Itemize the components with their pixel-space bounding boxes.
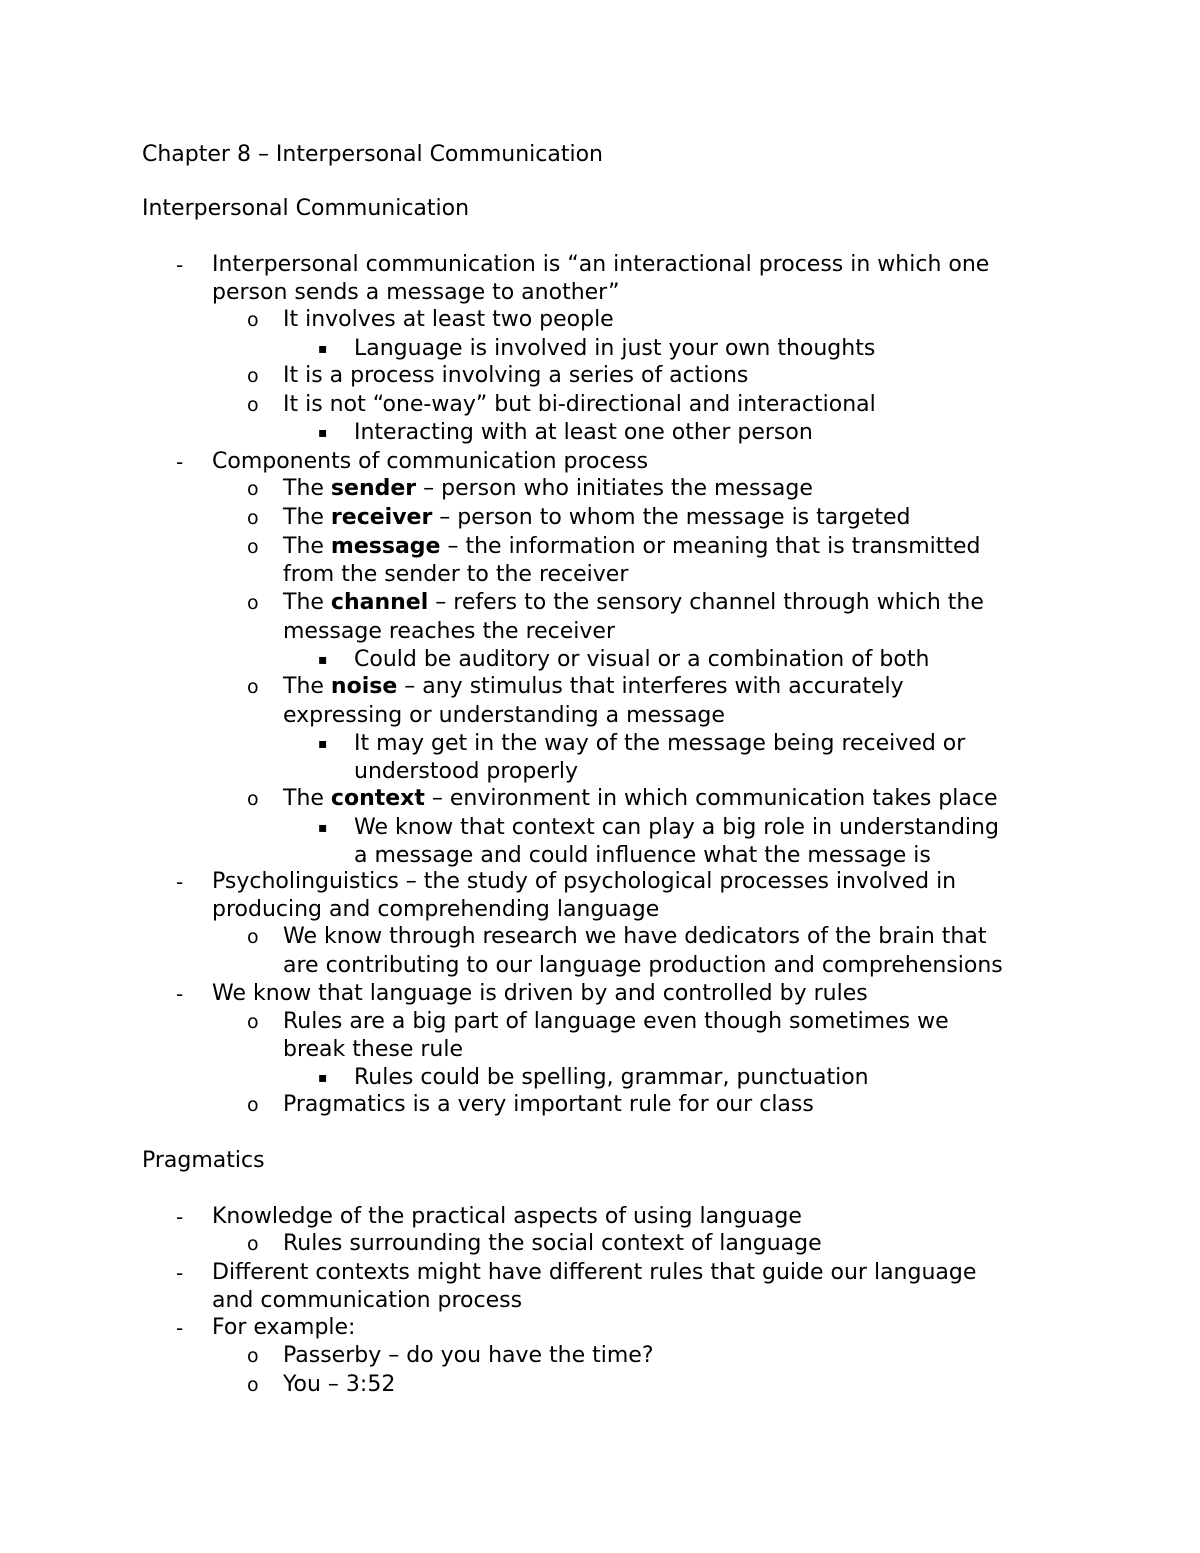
page-title: Chapter 8 – Interpersonal Communication: [142, 142, 603, 167]
sub-bullet-text: break these rule: [283, 1037, 464, 1062]
sub-sub-bullet-text: Rules could be spelling, grammar, punctuation: [354, 1065, 869, 1090]
sub-bullet-text: It is not “one-way” but bi-directional and interactional: [283, 392, 876, 417]
circle-bullet-icon: o: [247, 394, 259, 416]
sub-sub-bullet-text: We know that context can play a big role in understanding: [354, 815, 999, 840]
sub-bullet-text: Rules surrounding the social context of language: [283, 1231, 822, 1256]
sub-bullet-text: It involves at least two people: [283, 307, 614, 332]
circle-bullet-icon: o: [247, 1011, 259, 1033]
component-receiver: The receiver – person to whom the message is targeted: [283, 505, 911, 530]
sub-bullet-text: are contributing to our language production and comprehensions: [283, 953, 1003, 978]
square-bullet-icon: ▪: [318, 820, 328, 836]
component-noise: The noise – any stimulus that interferes with accurately: [283, 674, 904, 699]
component-context: The context – environment in which communication takes place: [283, 786, 998, 811]
dash-bullet-icon: -: [176, 1316, 184, 1340]
bullet-text: Psycholinguistics – the study of psychological processes involved in: [212, 869, 957, 894]
square-bullet-icon: ▪: [318, 425, 328, 441]
dash-bullet-icon: -: [176, 870, 184, 894]
bullet-text: person sends a message to another”: [212, 280, 620, 305]
square-bullet-icon: ▪: [318, 736, 328, 752]
sub-bullet-text: Passerby – do you have the time?: [283, 1343, 654, 1368]
bullet-text: and communication process: [212, 1288, 523, 1313]
bullet-text: Interpersonal communication is “an interactional process in which one: [212, 252, 990, 277]
circle-bullet-icon: o: [247, 676, 259, 698]
bullet-text: Different contexts might have different rules that guide our language: [212, 1260, 977, 1285]
square-bullet-icon: ▪: [318, 1070, 328, 1086]
circle-bullet-icon: o: [247, 507, 259, 529]
circle-bullet-icon: o: [247, 1233, 259, 1255]
sub-bullet-text: You – 3:52: [283, 1372, 396, 1397]
section-heading-interpersonal: Interpersonal Communication: [142, 196, 470, 221]
sub-bullet-text: It is a process involving a series of actions: [283, 363, 749, 388]
section-heading-pragmatics: Pragmatics: [142, 1148, 265, 1173]
sub-bullet-text: message reaches the receiver: [283, 619, 616, 644]
component-message: The message – the information or meaning that is transmitted: [283, 534, 981, 559]
sub-bullet-text: Pragmatics is a very important rule for our class: [283, 1092, 814, 1117]
bullet-text: Knowledge of the practical aspects of using language: [212, 1204, 802, 1229]
circle-bullet-icon: o: [247, 592, 259, 614]
circle-bullet-icon: o: [247, 536, 259, 558]
bullet-text: We know that language is driven by and controlled by rules: [212, 981, 868, 1006]
circle-bullet-icon: o: [247, 309, 259, 331]
circle-bullet-icon: o: [247, 926, 259, 948]
dash-bullet-icon: -: [176, 1261, 184, 1285]
component-channel: The channel – refers to the sensory channel through which the: [283, 590, 984, 615]
component-sender: The sender – person who initiates the message: [283, 476, 813, 501]
sub-sub-bullet-text: understood properly: [354, 759, 579, 784]
bullet-text: For example:: [212, 1315, 356, 1340]
bullet-text: producing and comprehending language: [212, 897, 660, 922]
sub-sub-bullet-text: Language is involved in just your own thoughts: [354, 336, 876, 361]
circle-bullet-icon: o: [247, 1094, 259, 1116]
sub-sub-bullet-text: a message and could influence what the message is: [354, 843, 931, 868]
dash-bullet-icon: -: [176, 253, 184, 277]
sub-sub-bullet-text: Interacting with at least one other person: [354, 420, 813, 445]
circle-bullet-icon: o: [247, 788, 259, 810]
dash-bullet-icon: -: [176, 1205, 184, 1229]
circle-bullet-icon: o: [247, 1374, 259, 1396]
sub-bullet-text: expressing or understanding a message: [283, 703, 725, 728]
sub-bullet-text: Rules are a big part of language even though sometimes we: [283, 1009, 949, 1034]
square-bullet-icon: ▪: [318, 652, 328, 668]
circle-bullet-icon: o: [247, 478, 259, 500]
circle-bullet-icon: o: [247, 365, 259, 387]
bullet-text: Components of communication process: [212, 449, 649, 474]
sub-sub-bullet-text: Could be auditory or visual or a combination of both: [354, 647, 930, 672]
dash-bullet-icon: -: [176, 450, 184, 474]
sub-bullet-text: from the sender to the receiver: [283, 562, 629, 587]
sub-sub-bullet-text: It may get in the way of the message being received or: [354, 731, 966, 756]
dash-bullet-icon: -: [176, 982, 184, 1006]
sub-bullet-text: We know through research we have dedicators of the brain that: [283, 924, 987, 949]
square-bullet-icon: ▪: [318, 341, 328, 357]
circle-bullet-icon: o: [247, 1345, 259, 1367]
